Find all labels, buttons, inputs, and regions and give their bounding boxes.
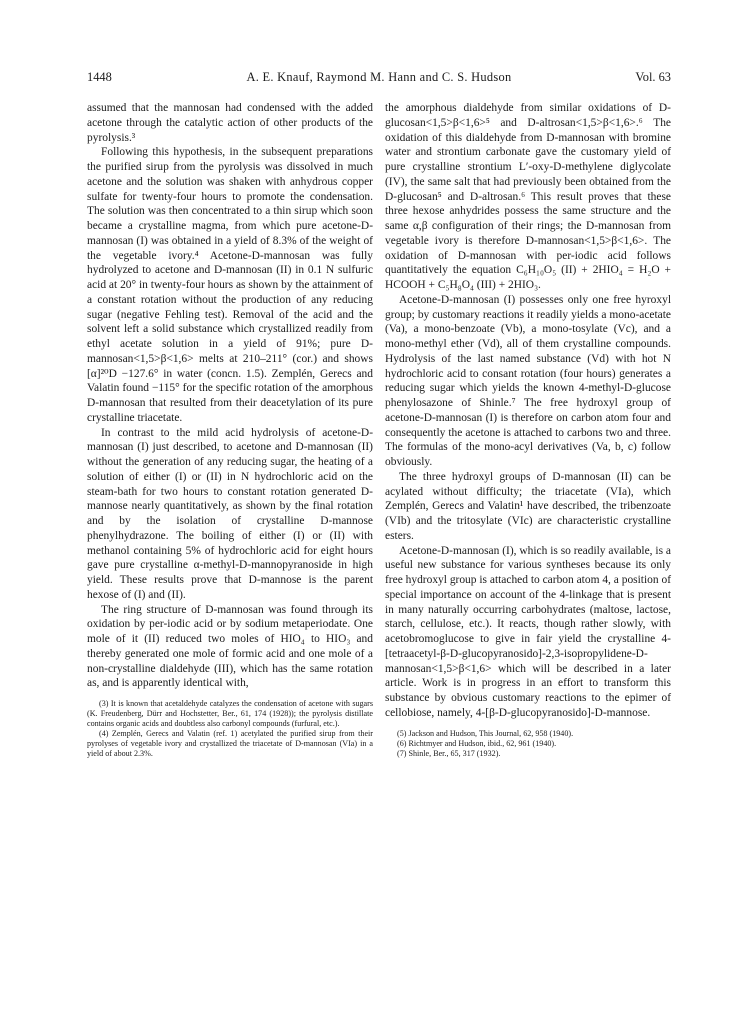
footnote: (4) Zemplén, Gerecs and Valatin (ref. 1) acetylated the purified sirup from their pyrolyses of vegetable ivory and crystallized the triacetate of D-mannosan (VIa) in a yield of about 2.3%. [87, 729, 373, 759]
paragraph: In contrast to the mild acid hydrolysis of acetone-D-mannosan (I) just described, to acetone and D-mannosan (II) without the generation of any reducing sugar, the heating of a solution of either (I) or (II) in N hydrochloric acid on the steam-bath for two hours to constant rotation generated D-mannose nearly quantitatively, as shown by the final rotation and by the isolation of crystalline D-mannose phenylhydrazone. The boiling of either (I) or (II) with methanol containing 5% of hydrochloric acid for eight hours gave pure crystalline α-methyl-D-mannopyranoside in high yield. These results prove that D-mannose is the parent hexose of (I) and (II). [87, 426, 373, 601]
running-header [87, 70, 671, 86]
footnote: (5) Jackson and Hudson, This Journal, 62, 958 (1940). [397, 728, 574, 738]
paragraph: assumed that the mannosan had condensed with the added acetone through the catalytic action of other products of the pyrolysis.³ [87, 102, 373, 144]
paragraph: Acetone-D-mannosan (I), which is so readily available, is a useful new substance for various syntheses because its only free hydroxyl group is attached to carbon atom 4, a position of special importance on account of the 4-linkage that is present in many naturally occurring carbohydrates (maltose, lactose, starch, cellulose, etc.). It reacts, though rather slowly, with acetobromoglucose to give in fair yield the crystalline 4-[tetraacetyl-β-D-glucopyranosido]-2,3-isopropylidene-D-mannosan<1,5>β<1,6> which will be described in a later article. Work is in progress in an effort to transform this substance by obvious customary reactions to the epimer of cellobiose, namely, 4-[β-D-glucopyranosido]-D-mannose. [385, 544, 671, 719]
left-column [87, 101, 373, 760]
volume-label: Vol. 63 [635, 70, 671, 84]
page-number: 1448 [87, 70, 112, 84]
paragraph: Following this hypothesis, in the subsequent preparations the purified sirup from the pyrolysis was dissolved in much acetone and the solution was shaken with anhydrous copper sulfate for twenty-four hours to promote the condensation. The solution was then concentrated to a thin sirup which soon became a crystalline magma, from which pure acetone-D-mannosan (I) was obtained in a yield of 8.3% of the weight of the vegetable ivory.⁴ Acetone-D-mannosan was fully hydrolyzed to acetone and D-mannosan (II) in 0.1 N sulfuric acid at 20° in twenty-four hours as shown by the attainment of a constant rotation without the production of any reducing sugar (negative Fehling test). Removal of the acid and the solvent left a solid substance which crystallized readily from ethyl acetate solution in a yield of 91%; pure D-mannosan<1,5>β<1,6> melts at 210–211° (cor.) and shows [α]²⁰D −127.6° in water (concn. 1.5). Zemplén, Gerecs and Valatin found −115° for the specific rotation of the amorphous D-mannosan that resulted from their deacetylation of its pure crystalline triacetate. [87, 146, 373, 424]
paragraph: The three hydroxyl groups of D-mannosan (II) can be acylated without difficulty; the triacetate (VIa), which Zemplén, Gerecs and Valatin¹ have described, the tribenzoate (VIb) and the tritosylate (VIc) are characteristic crystalline esters. [385, 470, 671, 542]
paragraph: The ring structure of D-mannosan was found through its oxidation by per-iodic acid or by sodium metaperiodate. One mole of it (II) reduced two moles of HIO₄ to HIO₃ and thereby generated one mole of formic acid and one mole of a non-crystalline dialdehyde (III), which has the same rotation as, and is apparently identical with, [87, 603, 373, 690]
footnote: (6) Richtmyer and Hudson, ibid., 62, 961 (1940). [397, 738, 557, 748]
paragraph: Acetone-D-mannosan (I) possesses only one free hyroxyl group; by customary reactions it readily yields a mono-acetate (Va), a mono-benzoate (Vb), a mono-tosylate (Vc), and a mono-methyl ether (Vd), all of them crystalline compounds. Hydrolysis of the last named substance (Vd) with hot N hydrochloric acid to consant rotation (four hours) generates a reducing sugar which yields the known 4-methyl-D-glucose phenylosazone of Shinle.⁷ The free hydroxyl group of acetone-D-mannosan (I) is therefore on carbon atom four and consequently the acetone is attached to carbons two and three. The formulas of the mono-acyl derivatives (Va, b, c) follow obviously. [385, 293, 671, 468]
right-column [385, 101, 671, 759]
footnotes-right [385, 729, 671, 759]
footnote: (7) Shinle, Ber., 65, 317 (1932). [397, 748, 501, 758]
paragraph: the amorphous dialdehyde from similar oxidations of D-glucosan<1,5>β<1,6>⁵ and D-altrosan<1,5>β<1,6>.⁶ The oxidation of this dialdehyde from D-mannosan with bromine water and strontium carbonate gave the customary yield of pure crystalline strontium L′-oxy-D-methylene diglycolate (IV), the same salt that had previously been obtained from the D-glucosan⁵ and D-altrosan.⁶ This result proves that these three hexose anhydrides possess the same structure and the same α,β configuration of their rings; the D-mannosan from vegetable ivory is therefore D-mannosan<1,5>β<1,6>. The oxidation of D-mannosan with per-iodic acid follows quantitatively the equation C₆H₁₀O₅ (II) + 2HIO₄ = H₂O + HCOOH + C₅H₈O₄ (III) + 2HIO₃. [385, 102, 671, 291]
running-head-authors: A. E. Knauf, Raymond M. Hann and C. S. Hudson [246, 70, 512, 84]
footnote: (3) It is known that acetaldehyde catalyzes the condensation of acetone with sugars (K. Freudenberg, Dürr and Hochstetter, Ber., 61, 174 (1928)); the pyrolysis distillate contains organic acids and doubtless also carbonyl compounds (furfural, etc.). [87, 699, 373, 729]
footnotes-left [87, 699, 373, 760]
